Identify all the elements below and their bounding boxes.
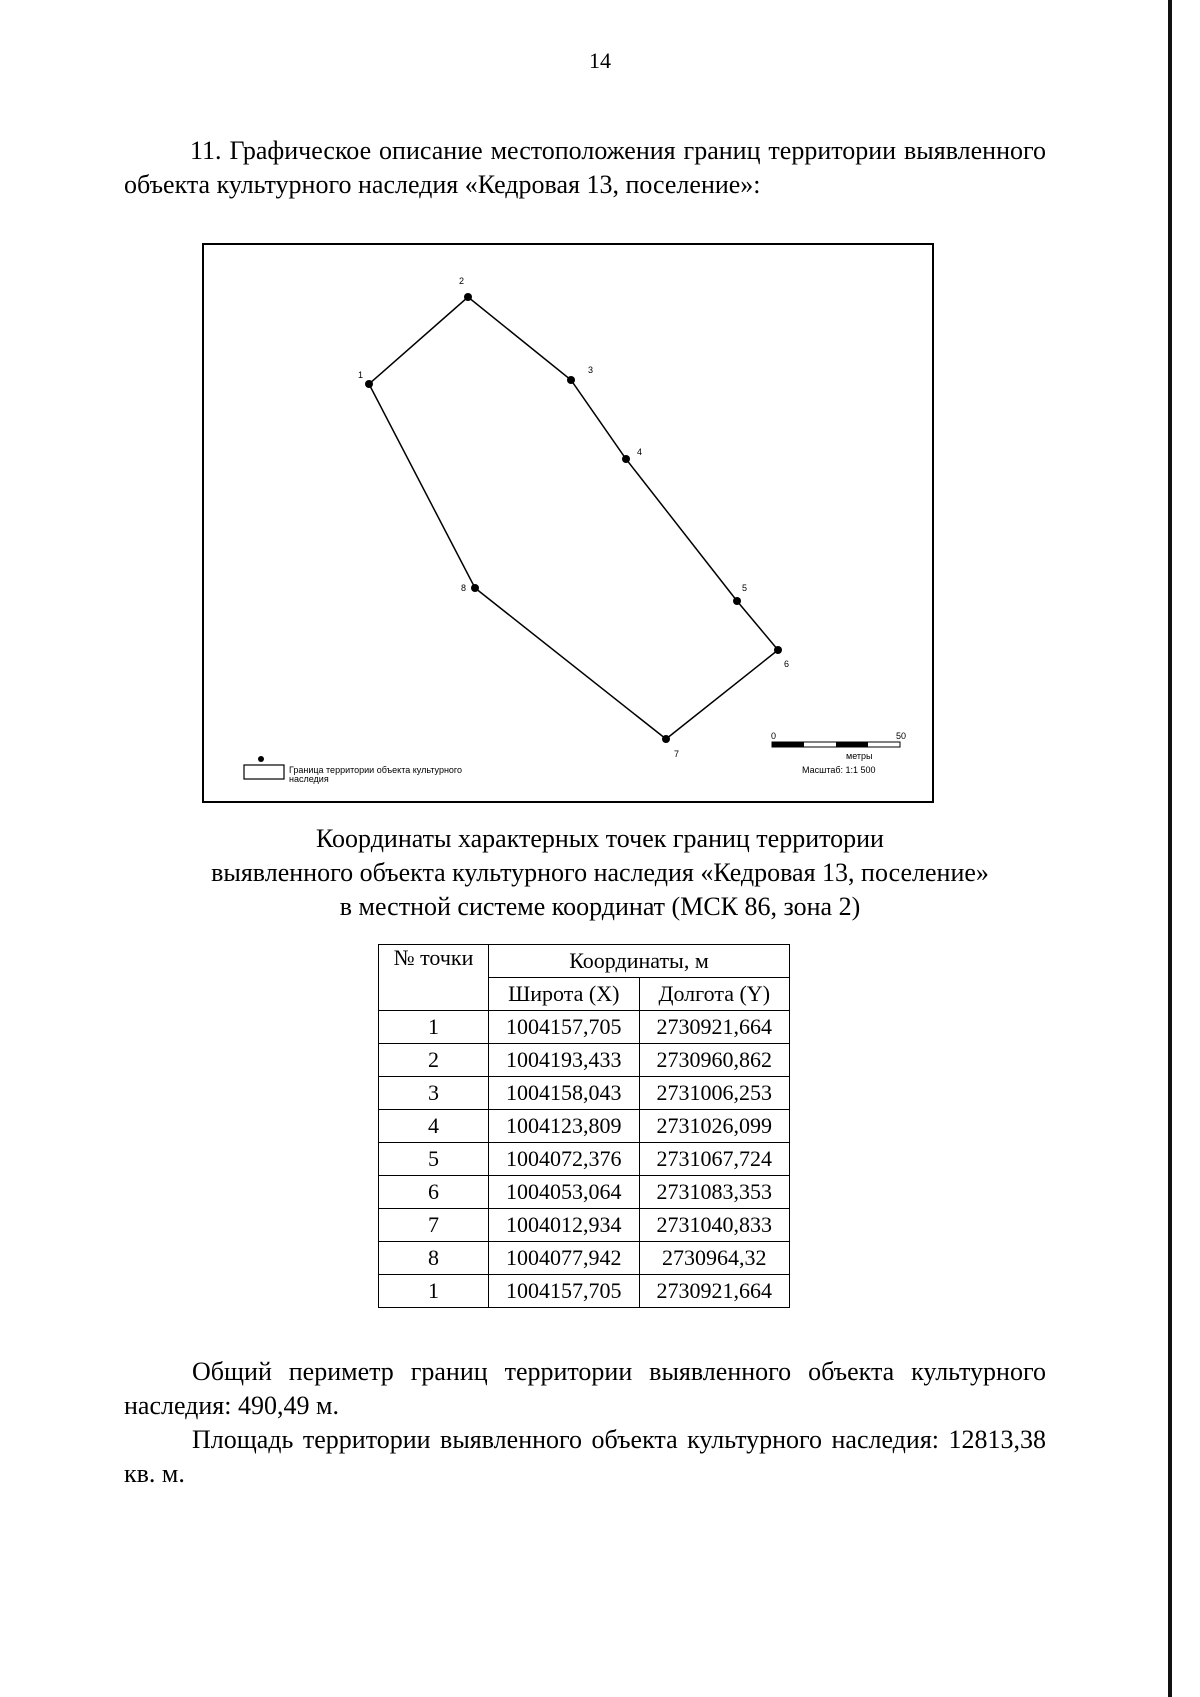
cell-y: 2730960,862 — [639, 1044, 790, 1077]
vertex-label-5: 5 — [742, 583, 748, 593]
vertex-marker-4 — [622, 447, 642, 463]
vertex-marker-8 — [461, 583, 479, 593]
vertex-label-8: 8 — [461, 583, 467, 593]
vertex-label-3: 3 — [588, 365, 594, 375]
boundary-polygon — [369, 297, 778, 739]
table-row — [379, 1209, 790, 1242]
table-row — [379, 1176, 790, 1209]
vertex-label-1: 1 — [358, 370, 364, 380]
cell-point: 1 — [379, 1275, 489, 1308]
coordinates-title-line2: выявленного объекта культурного наследия «Кедровая 13, поселение» — [211, 858, 989, 887]
cell-y: 2731067,724 — [639, 1143, 790, 1176]
vertex-label-7: 7 — [674, 749, 680, 759]
cell-y: 2730921,664 — [639, 1275, 790, 1308]
cell-point: 6 — [379, 1176, 489, 1209]
vertex-marker-7 — [662, 735, 679, 759]
table-row — [379, 1044, 790, 1077]
cell-point: 8 — [379, 1242, 489, 1275]
cell-x: 1004157,705 — [489, 1011, 640, 1044]
boundary-map-canvas — [204, 245, 932, 801]
scale-unit-label: метры — [846, 751, 873, 761]
table-row — [379, 1143, 790, 1176]
cell-x: 1004123,809 — [489, 1110, 640, 1143]
scale-ratio-label: Масштаб: 1:1 500 — [802, 765, 876, 775]
cell-point: 1 — [379, 1011, 489, 1044]
area-paragraph: Площадь территории выявленного объекта культурного наследия: 12813,38 кв. м. — [124, 1425, 1046, 1488]
header-coordinates: Координаты, м — [489, 945, 790, 978]
cell-x: 1004157,705 — [489, 1275, 640, 1308]
vertex-label-6: 6 — [784, 659, 790, 669]
coordinates-title-line3: в местной системе координат (МСК 86, зона 2) — [339, 892, 861, 921]
table-row — [379, 1110, 790, 1143]
vertex-marker-1 — [358, 370, 373, 388]
cell-point: 3 — [379, 1077, 489, 1110]
vertex-marker-6 — [774, 646, 789, 669]
legend-text-line2: наследия — [289, 774, 329, 784]
cell-point: 4 — [379, 1110, 489, 1143]
legend-text-line1: Граница территории объекта культурного — [289, 765, 463, 775]
boundary-map — [202, 243, 934, 803]
cell-x: 1004158,043 — [489, 1077, 640, 1110]
cell-y: 2731040,833 — [639, 1209, 790, 1242]
table-header-row — [379, 945, 790, 978]
coordinates-table — [378, 944, 790, 1308]
scale-end-label: 50 — [896, 731, 907, 741]
cell-x: 1004077,942 — [489, 1242, 640, 1275]
cell-x: 1004053,064 — [489, 1176, 640, 1209]
vertex-label-4: 4 — [637, 447, 643, 457]
vertex-marker-5 — [733, 583, 747, 605]
table-row — [379, 1011, 790, 1044]
scale-start-label: 0 — [771, 731, 777, 741]
scale-bar — [771, 731, 906, 775]
cell-x: 1004072,376 — [489, 1143, 640, 1176]
cell-y: 2731026,099 — [639, 1110, 790, 1143]
perimeter-paragraph: Общий периметр границ территории выявленного объекта культурного наследия: 490,49 м. — [124, 1357, 1046, 1420]
table-row — [379, 1077, 790, 1110]
table-row — [379, 1275, 790, 1308]
cell-point: 2 — [379, 1044, 489, 1077]
cell-y: 2730921,664 — [639, 1011, 790, 1044]
cell-y: 2731083,353 — [639, 1176, 790, 1209]
section-heading: 11. Графическое описание местоположения границ территории выявленного объекта культурного наследия «Кедровая 13, поселение»: — [124, 136, 1046, 199]
header-x: Широта (X) — [489, 978, 640, 1011]
vertex-marker-2 — [459, 276, 472, 301]
header-y: Долгота (Y) — [639, 978, 790, 1011]
cell-point: 5 — [379, 1143, 489, 1176]
cell-x: 1004193,433 — [489, 1044, 640, 1077]
table-row — [379, 1242, 790, 1275]
vertex-label-2: 2 — [459, 276, 465, 286]
cell-y: 2730964,32 — [639, 1242, 790, 1275]
header-point: № точки — [379, 945, 489, 1011]
vertex-marker-3 — [567, 365, 593, 384]
coordinates-title — [0, 822, 1200, 924]
coordinates-title-line1: Координаты характерных точек границ территории — [316, 824, 884, 853]
cell-y: 2731006,253 — [639, 1077, 790, 1110]
cell-x: 1004012,934 — [489, 1209, 640, 1242]
legend-swatch — [244, 765, 284, 779]
cell-point: 7 — [379, 1209, 489, 1242]
page-number: 14 — [589, 48, 611, 73]
map-legend — [244, 756, 462, 784]
